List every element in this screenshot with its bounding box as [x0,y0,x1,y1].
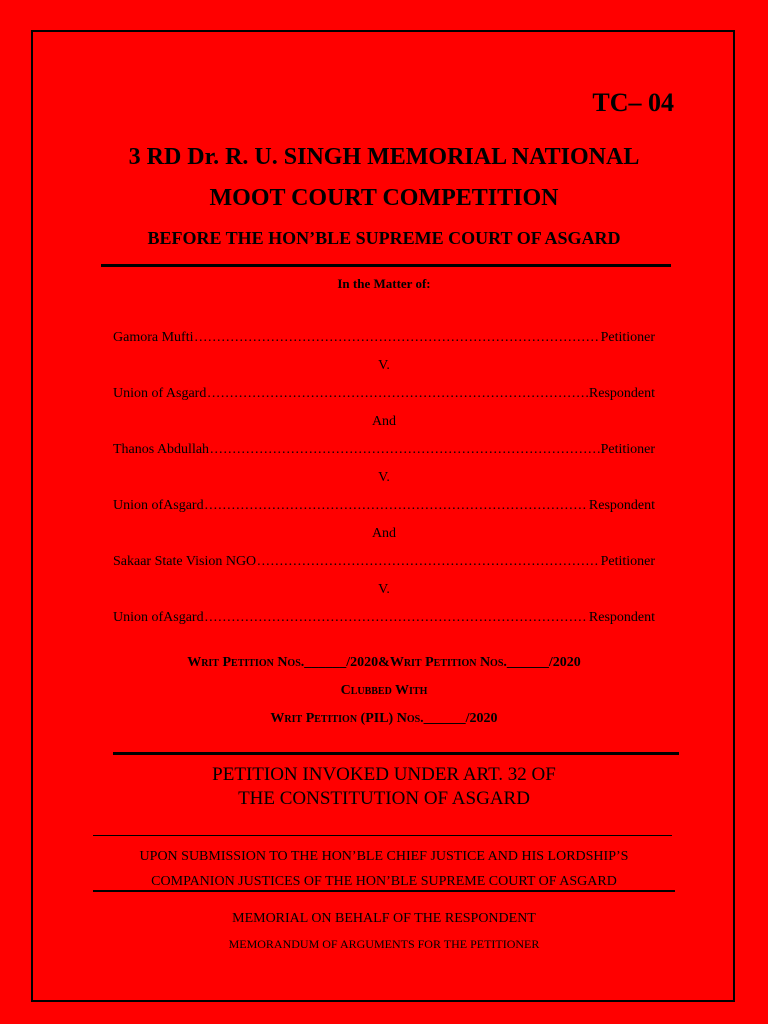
versus: V. [378,358,390,373]
respondent-row [113,386,655,402]
team-code: TC– 04 [592,88,674,117]
submission-line1: UPON SUBMISSION TO THE HON’BLE CHIEF JUSTICE AND HIS LORDSHIP’S [139,849,629,864]
leader-dots [205,610,588,626]
memorial-heading: MEMORIAL ON BEHALF OF THE RESPONDENT [232,911,536,926]
memorandum-heading: MEMORANDUM OF ARGUMENTS FOR THE PETITIONER [228,937,540,951]
leader-dots [257,554,599,570]
respondent-name: Union ofAsgard [113,498,204,513]
in-the-matter-of: In the Matter of: [337,276,431,291]
respondent-role: Respondent [588,386,655,401]
petitioner-role: Petitioner [600,442,655,457]
respondent-row [113,498,655,514]
clubbed-with: Clubbed With [340,683,428,698]
versus: V. [378,470,390,485]
petitioner-name: Sakaar State Vision NGO [113,554,257,569]
writ-petition-numbers: Writ Petition Nos.______/2020&Writ Petition Nos.______/2020 [187,655,581,670]
and-separator: And [371,414,397,429]
petitioner-role: Petitioner [600,330,655,345]
submission-line2: COMPANION JUSTICES OF THE HON’BLE SUPREME COURT OF ASGARD [151,874,617,889]
competition-title-line2: MOOT COURT COMPETITION [209,185,559,211]
court-heading: BEFORE THE HON’BLE SUPREME COURT OF ASGARD [147,228,621,248]
petitioner-row [113,442,655,458]
petitioner-row [113,554,655,570]
divider-upon-top [93,835,672,836]
petitioner-name: Gamora Mufti [113,330,194,345]
divider-upon-bottom [93,890,675,892]
petitioner-name: Thanos Abdullah [113,442,210,457]
competition-title-line1: 3 RD Dr. R. U. SINGH MEMORIAL NATIONAL [128,144,640,170]
respondent-role: Respondent [588,610,655,625]
respondent-role: Respondent [588,498,655,513]
leader-dots [194,330,599,346]
respondent-name: Union ofAsgard [113,610,204,625]
leader-dots [210,442,600,458]
respondent-name: Union of Asgard [113,386,207,401]
divider-top [101,264,671,267]
and-separator: And [371,526,397,541]
versus: V. [378,582,390,597]
writ-petition-pil-number: Writ Petition (PIL) Nos.______/2020 [270,711,498,726]
respondent-row [113,610,655,626]
leader-dots [205,498,588,514]
petitioner-row [113,330,655,346]
divider-middle [113,752,679,755]
leader-dots [207,386,588,402]
petitioner-role: Petitioner [600,554,655,569]
petition-invoked-line2: THE CONSTITUTION OF ASGARD [238,788,530,809]
petition-invoked-line1: PETITION INVOKED UNDER ART. 32 OF [212,764,556,785]
